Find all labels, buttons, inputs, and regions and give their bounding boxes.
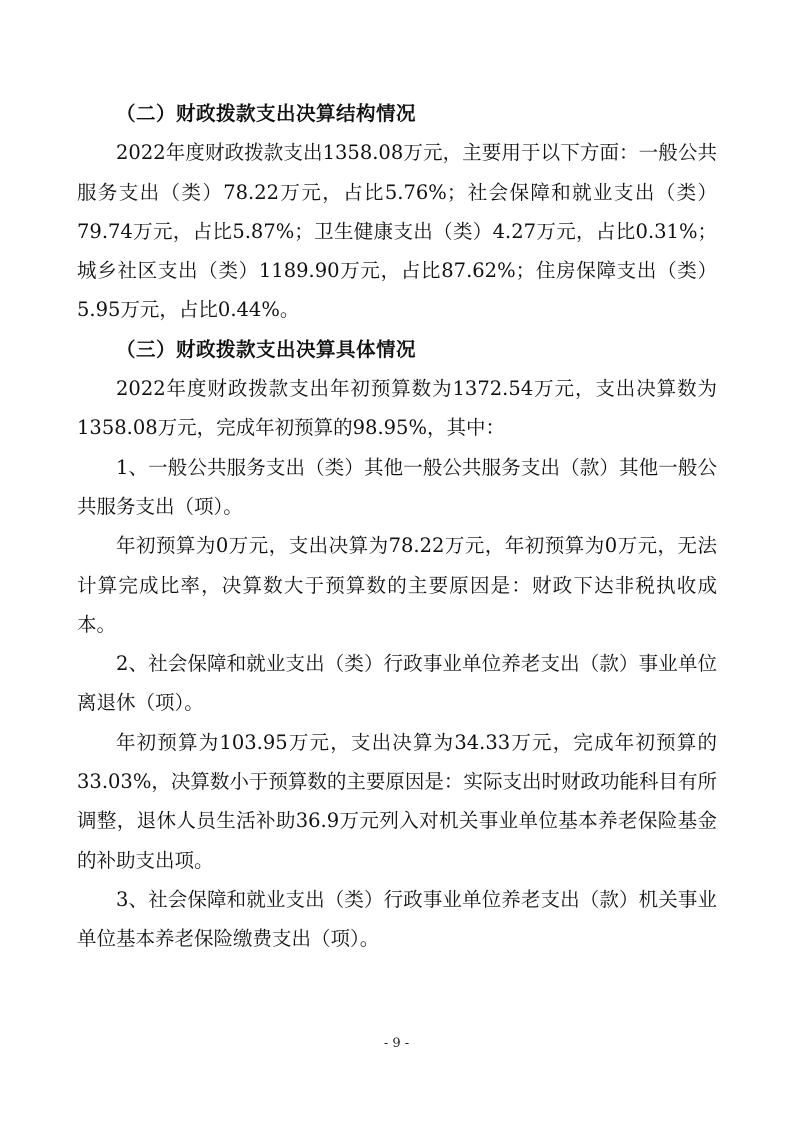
item-2-text: 年初预算为103.95万元，支出决算为34.33万元，完成年初预算的33.03%，决算数小于预算数的主要原因是：实际支出时财政功能科目有所调整，退休人员生活补助36.9万元列入对机关事业单位基本养老保险基金的补助支出项。 — [77, 730, 717, 872]
item-1-text: 年初预算为0万元，支出决算为78.22万元，年初预算为0万元，无法计算完成比率，决算数大于预算数的主要原因是：财政下达非税执收成本。 — [77, 534, 717, 636]
document-body — [77, 94, 717, 959]
paragraph-details-summary: 2022年度财政拨款支出年初预算数为1372.54万元，支出决算数为1358.08万元，完成年初预算的98.95%，其中： — [77, 377, 717, 440]
section-heading-details: （三）财政拨款支出决算具体情况 — [116, 337, 417, 361]
item-2-title: 2、社会保障和就业支出（类）行政事业单位养老支出（款）事业单位离退休（项）。 — [77, 652, 717, 715]
paragraph-structure-summary: 2022年度财政拨款支出1358.08万元，主要用于以下方面：一般公共服务支出（类）78.22万元，占比5.76%；社会保障和就业支出（类）79.74万元，占比5.87%；卫生健康支出（类）4.27万元，占比0.31%；城乡社区支出（类）1189.90万元，占比87.62%；住房保障支出（类）5.95万元，占比0.44%。 — [77, 141, 717, 322]
page-number: - 9 - — [383, 1036, 410, 1051]
section-heading-structure: （二）财政拨款支出决算结构情况 — [116, 102, 417, 125]
item-1-title: 1、一般公共服务支出（类）其他一般公共服务支出（款）其他一般公共服务支出（项）。 — [77, 455, 717, 518]
item-3-title: 3、社会保障和就业支出（类）行政事业单位养老支出（款）机关事业单位基本养老保险缴费支出（项）。 — [77, 887, 717, 951]
